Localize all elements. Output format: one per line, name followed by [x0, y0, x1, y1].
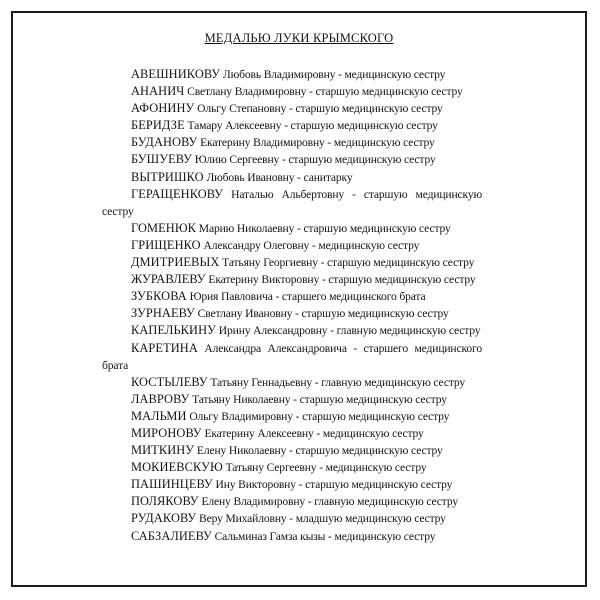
recipient-name-and-position: Татьяну Геннадьевну - главную медицинскую сестру [210, 375, 466, 389]
recipient-surname: МОКИЕВСКУЮ [131, 460, 223, 475]
award-entry [102, 459, 482, 476]
recipient-name-and-position: Ирину Александровну - главную медицинскую сестру [218, 324, 481, 338]
recipient-name-and-position: Ольгу Владимировну - старшую медицинскую сестру [189, 409, 450, 423]
award-entry [102, 493, 482, 510]
recipient-name-and-position: Екатерину Владимировну - медицинскую сестру [200, 136, 435, 150]
recipient-name-and-position: Татьяну Георгиевну - старшую медицинскую сестру [222, 256, 475, 270]
recipient-name-and-position: Светлану Ивановну - старшую медицинскую сестру [197, 307, 449, 321]
recipient-surname: ПАШИНЦЕВУ [131, 477, 213, 492]
award-entry [102, 374, 482, 391]
award-entry [102, 408, 482, 425]
recipient-name-and-position: Любовь Ивановну - санитарку [206, 170, 353, 184]
recipient-surname: БЕРИДЗЕ [131, 118, 185, 133]
recipient-surname: БУДАНОВУ [131, 135, 198, 150]
recipient-name-and-position: Юлию Сергеевну - старшую медицинскую сестру [194, 153, 436, 167]
recipient-name-and-position: Татьяну Сергеевну - медицинскую сестру [225, 461, 427, 475]
recipient-name-and-position: Тамару Алексеевну - старшую медицинскую сестру [187, 119, 438, 133]
award-entry [102, 271, 482, 288]
award-entry [102, 151, 482, 168]
recipient-name-and-position: Елену Николаевну - старшую медицинскую сестру [196, 444, 443, 458]
recipient-surname: АВЕШНИКОВУ [131, 67, 221, 81]
recipient-name-and-position: Сальминаз Гамза кызы - медицинскую сестру [214, 529, 436, 543]
recipient-surname: ГОМЕНЮК [131, 220, 197, 235]
recipient-surname: ГРИЩЕНКО [131, 237, 201, 252]
recipient-surname: КАРЕТИНА [131, 340, 198, 355]
recipient-name-and-position: Юрия Павловича - старшего медицинского брата [189, 290, 426, 304]
award-entry [102, 186, 482, 220]
recipient-name-and-position: Ину Викторовну - старшую медицинскую сестру [215, 478, 453, 492]
award-entry [102, 305, 482, 322]
recipient-surname: АНАНИЧ [131, 84, 185, 99]
award-entry [102, 425, 482, 442]
recipient-surname: ЛАВРОВУ [131, 391, 190, 406]
recipient-surname: ВЫТРИШКО [131, 169, 204, 184]
award-entry [102, 66, 482, 83]
award-entry [102, 288, 482, 305]
award-entry [102, 237, 482, 254]
recipient-surname: ПОЛЯКОВУ [131, 494, 199, 509]
award-list [102, 66, 482, 545]
recipient-surname: ДМИТРИЕВЫХ [131, 255, 220, 270]
recipient-name-and-position: Наталью Альбертовну - старшую медицинскую сестру [102, 187, 483, 218]
recipient-name-and-position: Екатерину Алексеевну - медицинскую сестру [204, 426, 424, 440]
recipient-surname: САБЗАЛИЕВУ [131, 528, 212, 543]
award-entry [102, 510, 482, 527]
recipient-name-and-position: Веру Михайловну - младшую медицинскую сестру [199, 512, 446, 526]
recipient-surname: РУДАКОВУ [131, 511, 197, 526]
recipient-name-and-position: Александра Александровича - старшего медицинского брата [102, 341, 482, 372]
award-entry [102, 340, 482, 374]
recipient-surname: КАПЕЛЬКИНУ [131, 323, 217, 338]
recipient-name-and-position: Александру Олеговну - медицинскую сестру [203, 238, 420, 252]
recipient-name-and-position: Марию Николаевну - старшую медицинскую сестру [198, 221, 451, 235]
award-entry [102, 528, 482, 545]
recipient-surname: КОСТЫЛЕВУ [131, 374, 208, 389]
document-body [102, 30, 482, 545]
award-entry [102, 322, 482, 339]
award-entry [102, 220, 482, 237]
recipient-name-and-position: Татьяну Николаевну - старшую медицинскую сестру [192, 392, 447, 406]
award-entry [102, 476, 482, 493]
award-entry [102, 254, 482, 271]
recipient-name-and-position: Елену Владимировну - главную медицинскую сестру [201, 495, 459, 509]
award-entry [102, 100, 482, 117]
document-heading: МЕДАЛЬЮ ЛУКИ КРЫМСКОГО [204, 31, 394, 45]
award-entry [102, 391, 482, 408]
recipient-surname: ЖУРАВЛЕВУ [131, 272, 206, 287]
recipient-name-and-position: Светлану Владимировну - старшую медицинскую сестру [187, 85, 463, 99]
recipient-surname: МАЛЬМИ [131, 408, 187, 423]
recipient-surname: АФОНИНУ [131, 101, 195, 116]
recipient-surname: ЗУРНАЕВУ [131, 306, 195, 321]
recipient-surname: БУШУЕВУ [131, 152, 193, 167]
award-entry [102, 442, 482, 459]
recipient-name-and-position: Любовь Владимировну - медицинскую сестру [222, 68, 446, 81]
award-entry [102, 83, 482, 100]
award-entry [102, 117, 482, 134]
award-entry [102, 169, 482, 186]
recipient-surname: МИРОНОВУ [131, 425, 202, 440]
recipient-name-and-position: Екатерину Викторовну - старшую медицинскую сестру [208, 273, 476, 287]
recipient-surname: ГЕРАЩЕНКОВУ [131, 186, 224, 201]
recipient-surname: МИТКИНУ [131, 443, 195, 458]
recipient-surname: ЗУБКОВА [131, 289, 187, 304]
award-entry [102, 134, 482, 151]
recipient-name-and-position: Ольгу Степановну - старшую медицинскую сестру [197, 102, 443, 116]
